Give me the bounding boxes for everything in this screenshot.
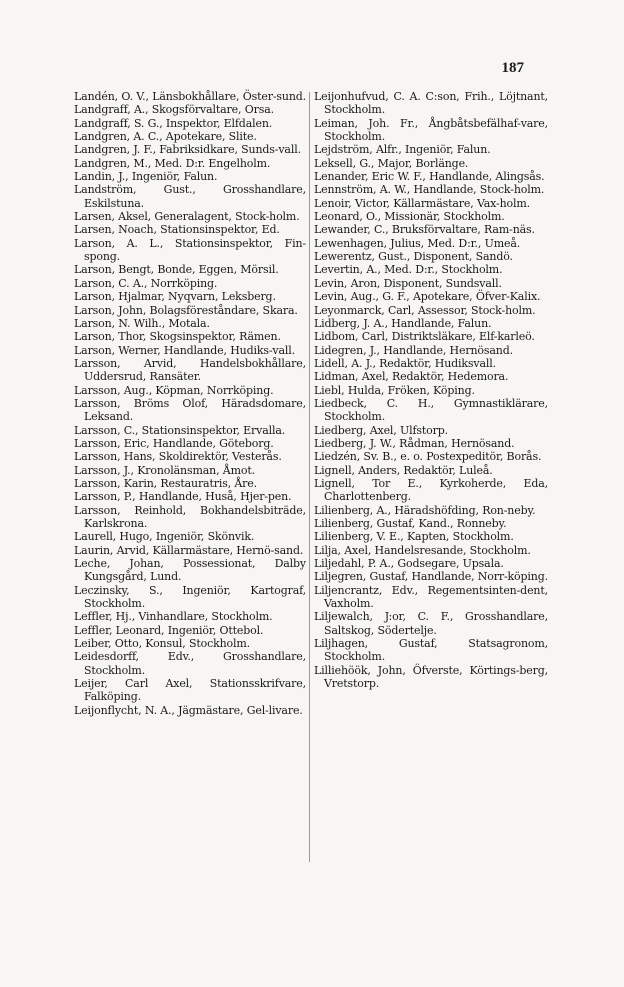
directory-entry: Liedbeck, C. H., Gymnastiklärare, Stockholm. <box>314 396 548 424</box>
directory-entry: Lewerentz, Gust., Disponent, Sandö. <box>314 250 513 264</box>
directory-entry: Larsson, C., Stationsinspektor, Ervalla. <box>74 423 286 437</box>
directory-entry: Liedberg, Axel, Ulfstorp. <box>314 423 448 437</box>
left-column <box>74 90 306 717</box>
directory-entry: Larson, Hjalmar, Nyqvarn, Leksberg. <box>74 290 276 304</box>
directory-entry: Larsson, Eric, Handlande, Göteborg. <box>74 436 274 450</box>
directory-entry: Liedberg, J. W., Rådman, Hernösand. <box>314 436 515 450</box>
directory-entry: Lennström, A. W., Handlande, Stock-holm. <box>314 183 545 197</box>
directory-entry: Larson, Thor, Skogsinspektor, Rämen. <box>74 330 281 344</box>
directory-entry: Levin, Aug., G. F., Apotekare, Öfver-Kalix. <box>314 290 541 304</box>
directory-entry: Liljewalch, J:or, C. F., Grosshandlare, Saltskog, Södertelje. <box>314 610 548 637</box>
directory-entry: Leche, Johan, Possessionat, Dalby Kungsgård, Lund. <box>74 557 306 584</box>
directory-entry: Larsson, Karin, Restauratris, Åre. <box>74 476 258 490</box>
directory-entry: Lilienberg, Gustaf, Kand., Ronneby. <box>314 517 507 530</box>
directory-entry: Larsson, Reinhold, Bokhandelsbiträde, Karlskrona. <box>74 503 306 530</box>
directory-entry: Landin, J., Ingeniör, Falun. <box>74 170 218 184</box>
directory-entry: Lidbom, Carl, Distriktsläkare, Elf-karleö. <box>314 330 535 344</box>
directory-entry: Laurin, Arvid, Källarmästare, Hernö-sand. <box>74 543 304 557</box>
directory-entry: Larsson, J., Kronolänsman, Åmot. <box>74 463 255 477</box>
directory-entry: Liljedahl, P. A., Godsegare, Upsala. <box>314 557 504 571</box>
directory-entry: Lidegren, J., Handlande, Hernösand. <box>314 343 513 357</box>
directory-entry: Leczinsky, S., Ingeniör, Kartograf, Stockholm. <box>74 583 306 611</box>
directory-entry: Landgren, J. F., Fabriksidkare, Sunds-vall. <box>74 143 301 157</box>
directory-entry: Liebl, Hulda, Fröken, Köping. <box>314 383 475 397</box>
directory-entry: Larsson, P., Handlande, Huså, Hjer-pen. <box>74 490 292 504</box>
directory-entry: Larsen, Noach, Stationsinspektor, Ed. <box>74 223 280 237</box>
directory-entry: Lewenhagen, Julius, Med. D:r., Umeå. <box>314 236 521 250</box>
directory-entry: Liljhagen, Gustaf, Statsagronom, Stockholm. <box>314 637 548 664</box>
directory-entry: Leksell, G., Major, Borlänge. <box>314 156 469 170</box>
directory-entry: Larson, A. L., Stationsinspektor, Fin-spong. <box>74 236 306 264</box>
directory-entry: Larsen, Aksel, Generalagent, Stock-holm. <box>74 210 300 224</box>
column-divider <box>309 92 310 862</box>
directory-entry: Lilienberg, V. E., Kapten, Stockholm. <box>314 530 514 544</box>
directory-entry: Lenoir, Victor, Källarmästare, Vax-holm. <box>314 196 530 210</box>
directory-entry: Larson, C. A., Norrköping. <box>74 276 218 290</box>
directory-entry: Lilja, Axel, Handelsresande, Stockholm. <box>314 543 531 557</box>
directory-entry: Landgraff, S. G., Inspektor, Elfdalen. <box>74 116 273 130</box>
directory-entry: Levertin, A., Med. D:r., Stockholm. <box>314 263 503 277</box>
directory-entry: Lilliehöök, John, Öfverste, Körtings-berg, Vretstorp. <box>314 663 548 691</box>
directory-entry: Landström, Gust., Grosshandlare, Eskilstuna. <box>74 183 306 210</box>
directory-entry: Larson, Bengt, Bonde, Eggen, Mörsil. <box>74 263 279 277</box>
directory-entry: Liljegren, Gustaf, Handlande, Norr-köping. <box>314 570 548 584</box>
directory-entry: Leiber, Otto, Konsul, Stockholm. <box>74 637 251 651</box>
directory-entry: Liljencrantz, Edv., Regementsinten-dent, Vaxholm. <box>314 583 548 611</box>
directory-entry: Laurell, Hugo, Ingeniör, Skönvik. <box>74 530 255 544</box>
directory-entry: Landgraff, A., Skogsförvaltare, Orsa. <box>74 103 274 117</box>
directory-entry: Lenander, Eric W. F., Handlande, Alingsås. <box>314 170 545 184</box>
directory-entry: Lignell, Anders, Redaktör, Luleå. <box>314 463 493 477</box>
directory-entry: Lewander, C., Bruksförvaltare, Ram-näs. <box>314 223 535 237</box>
directory-entry: Leijonhufvud, C. A. C:son, Frih., Löjtnant, Stockholm. <box>314 90 548 117</box>
directory-entry: Lignell, Tor E., Kyrkoherde, Eda, Charlottenberg. <box>314 476 548 504</box>
right-column <box>314 90 548 690</box>
page-number: 187 <box>501 60 524 76</box>
directory-entry: Leffler, Leonard, Ingeniör, Ottebol. <box>74 623 264 637</box>
directory-entry: Landgren, A. C., Apotekare, Slite. <box>74 130 257 144</box>
directory-entry: Landgren, M., Med. D:r. Engelholm. <box>74 156 271 170</box>
directory-entry: Leijonflycht, N. A., Jägmästare, Gel-livare. <box>74 703 303 717</box>
directory-entry: Liedzén, Sv. B., e. o. Postexpeditör, Borås. <box>314 450 542 464</box>
directory-entry: Leyonmarck, Carl, Assessor, Stock-holm. <box>314 303 536 317</box>
directory-entry: Leffler, Hj., Vinhandlare, Stockholm. <box>74 610 273 624</box>
directory-entry: Lilienberg, A., Häradshöfding, Ron-neby. <box>314 503 536 517</box>
directory-entry: Leonard, O., Missionär, Stockholm. <box>314 210 505 224</box>
directory-entry: Lidell, A. J., Redaktör, Hudiksvall. <box>314 356 496 370</box>
directory-entry: Lidman, Axel, Redaktör, Hedemora. <box>314 370 509 384</box>
directory-entry: Leiman, Joh. Fr., Ångbåtsbefälhaf-vare, Stockholm. <box>314 116 548 144</box>
directory-entry: Leidesdorff, Edv., Grosshandlare, Stockholm. <box>74 650 306 677</box>
directory-entry: Larsson, Bröms Olof, Häradsdomare, Leksand. <box>74 396 306 424</box>
directory-entry: Larsson, Hans, Skoldirektör, Vesterås. <box>74 450 282 464</box>
directory-entry: Larson, Werner, Handlande, Hudiks-vall. <box>74 343 295 357</box>
directory-entry: Landén, O. V., Länsbokhållare, Öster-sund. <box>74 90 306 103</box>
directory-entry: Larson, N. Wilh., Motala. <box>74 316 210 330</box>
directory-entry: Levin, Aron, Disponent, Sundsvall. <box>314 276 502 290</box>
directory-entry: Larson, John, Bolagsföreståndare, Skara. <box>74 303 298 317</box>
directory-entry: Larsson, Aug., Köpman, Norrköping. <box>74 383 274 397</box>
directory-entry: Larsson, Arvid, Handelsbokhållare, Uddersrud, Ransäter. <box>74 356 306 384</box>
directory-entry: Lidberg, J. A., Handlande, Falun. <box>314 316 492 330</box>
directory-entry: Leijer, Carl Axel, Stationsskrifvare, Falköping. <box>74 677 306 704</box>
directory-entry: Lejdström, Alfr., Ingeniör, Falun. <box>314 143 491 157</box>
